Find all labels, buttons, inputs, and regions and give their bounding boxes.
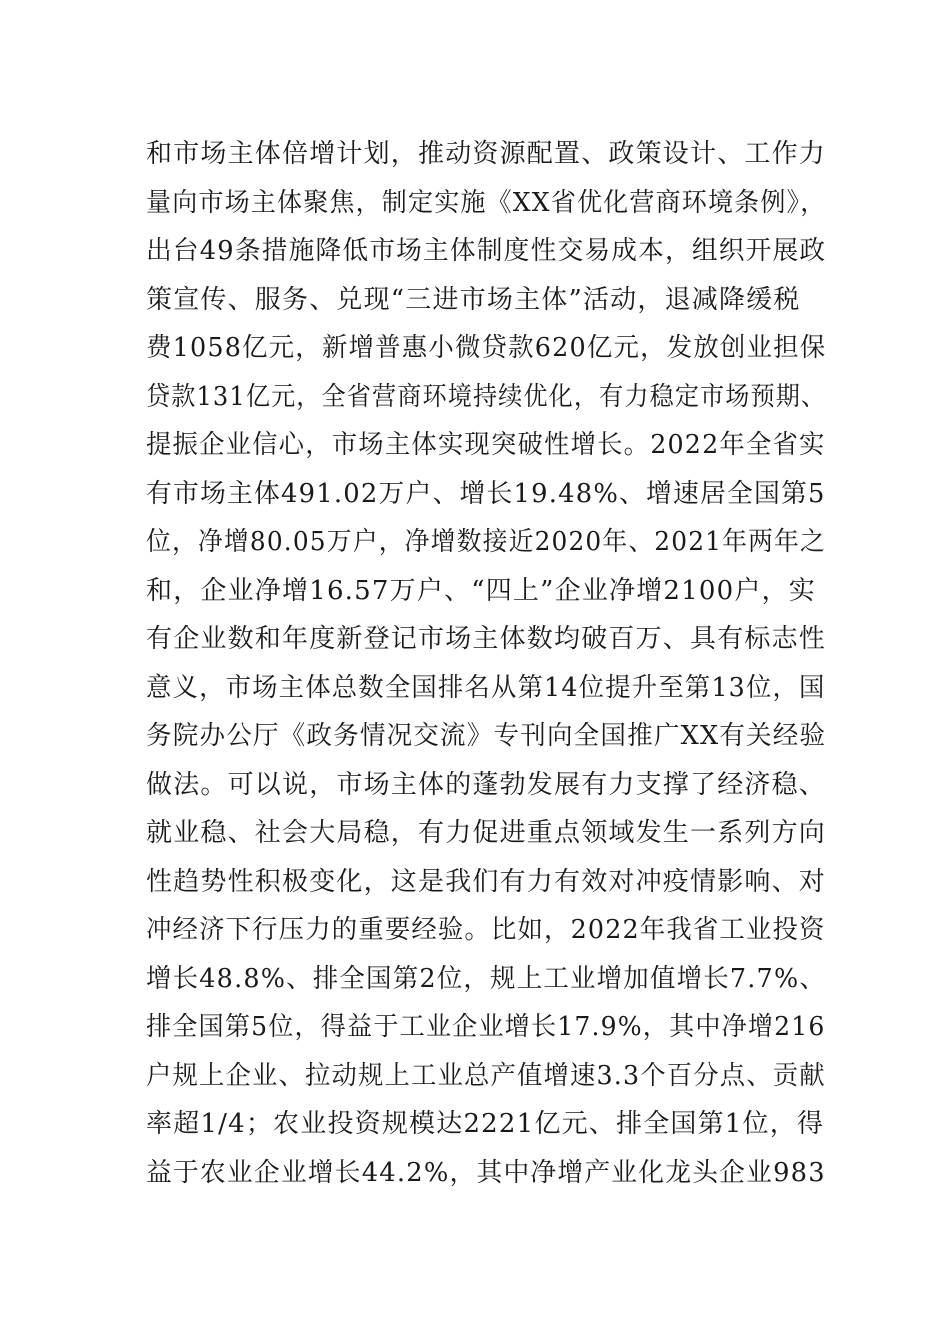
text-line: 有市场主体491.02万户、增长19.48%、增速居全国第5	[146, 478, 826, 509]
text-line: 策宣传、服务、兑现“三进市场主体”活动，退减降缓税	[146, 284, 801, 315]
text-line: 位，净增80.05万户，净增数接近2020年、2021年两年之	[146, 527, 827, 557]
text-line: 有企业数和年度新登记市场主体数均破百万、具有标志性	[146, 624, 827, 654]
text-line: 和，企业净增16.57万户、“四上”企业净增2100户，实	[146, 575, 816, 606]
text-line: 增长48.8%、排全国第2位，规上工业增加值增长7.7%、	[146, 963, 826, 994]
text-line: 排全国第5位，得益于工业企业增长17.9%，其中净增216	[146, 1012, 826, 1042]
text-line: 贷款131亿元，全省营商环境持续优化，有力稳定市场预期、	[146, 381, 827, 412]
text-line: 和市场主体倍增计划，推动资源配置、政策设计、工作力	[146, 139, 827, 169]
text-line: 做法。可以说，市场主体的蓬勃发展有力支撑了经济稳、	[146, 769, 827, 800]
text-line: 出台49条措施降低市场主体制度性交易成本，组织开展政	[146, 236, 827, 266]
text-line: 户规上企业、拉动规上工业总产值增速3.3个百分点、贡献	[146, 1060, 826, 1091]
text-line: 益于农业企业增长44.2%，其中净增产业化龙头企业983	[146, 1157, 826, 1188]
body-text	[146, 130, 826, 1197]
text-line: 意义，市场主体总数全国排名从第14位提升至第13位，国	[146, 672, 826, 703]
text-line: 就业稳、社会大局稳，有力促进重点领域发生一系列方向	[146, 818, 827, 848]
text-line: 性趋势性积极变化，这是我们有力有效对冲疫情影响、对	[146, 866, 827, 897]
text-line: 费1058亿元，新增普惠小微贷款620亿元，发放创业担保	[146, 333, 827, 363]
text-line: 量向市场主体聚焦，制定实施《XX省优化营商环境条例》，	[146, 187, 827, 218]
text-line: 率超1/4；农业投资规模达2221亿元、排全国第1位，得	[146, 1109, 825, 1139]
text-line: 务院办公厅《政务情况交流》专刊向全国推广XX有关经验	[146, 721, 827, 751]
text-line: 提振企业信心，市场主体实现突破性增长。2022年全省实	[146, 430, 826, 460]
text-line: 冲经济下行压力的重要经验。比如，2022年我省工业投资	[146, 915, 826, 945]
